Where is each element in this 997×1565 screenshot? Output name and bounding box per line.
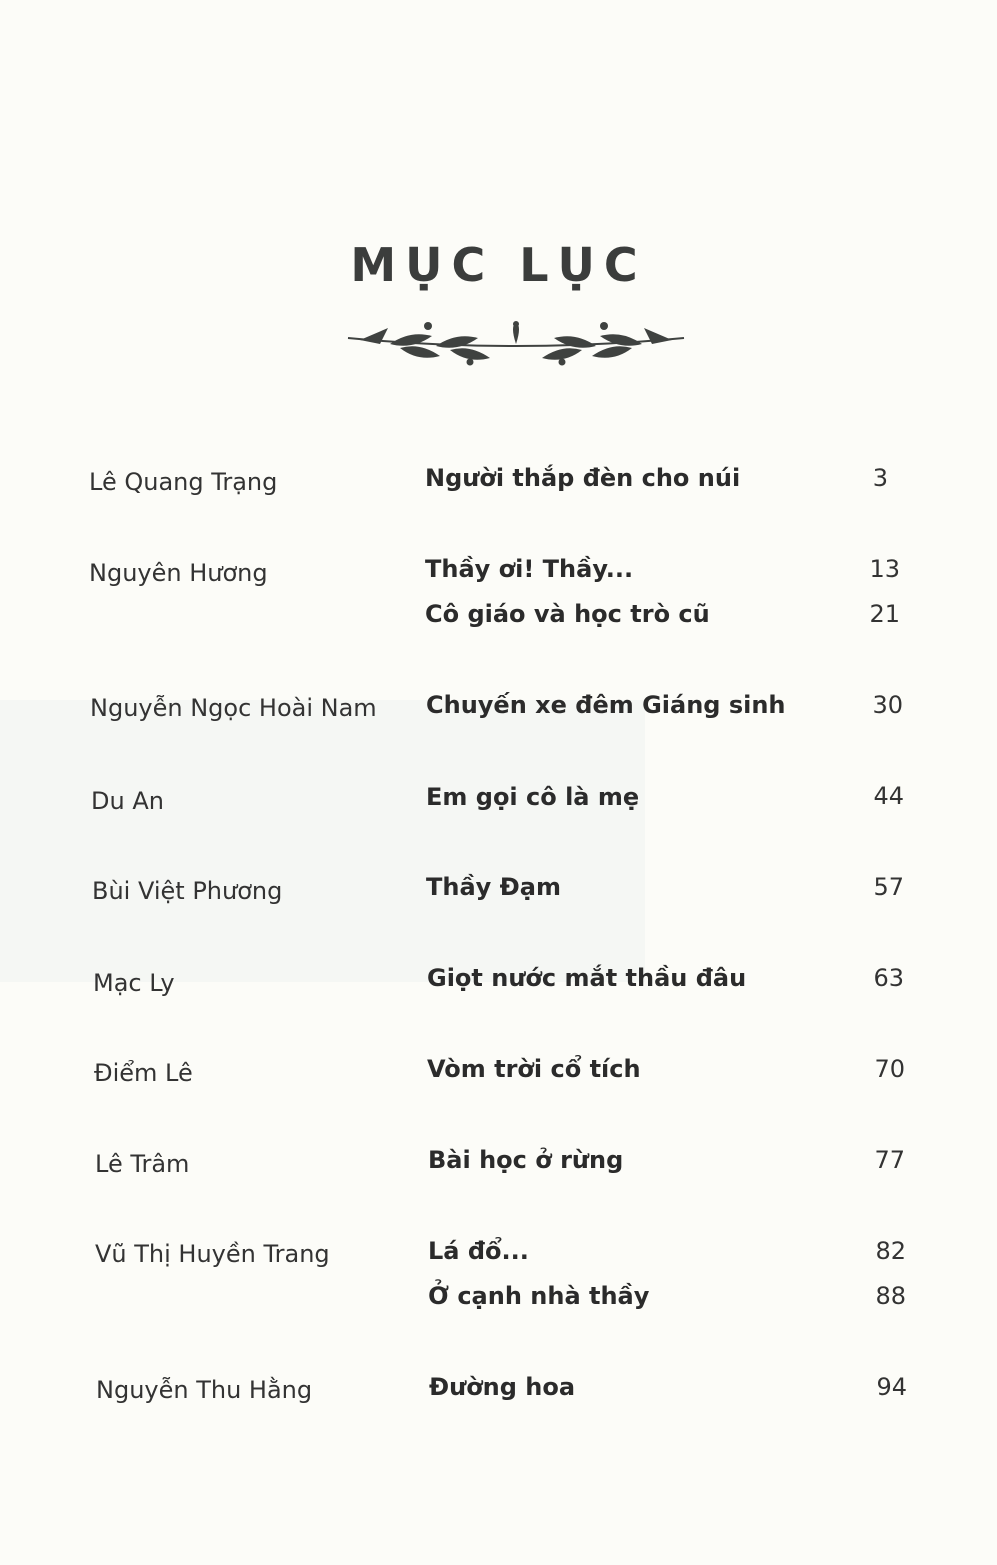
toc-page-number: 3 xyxy=(872,464,888,492)
toc-page-number: 13 xyxy=(869,555,900,583)
toc-author: Lê Quang Trạng xyxy=(89,468,278,496)
toc-author: Nguyên Hương xyxy=(89,559,268,587)
toc-story-title[interactable]: Vòm trời cổ tích xyxy=(427,1055,641,1083)
toc-author: Mạc Ly xyxy=(93,969,175,997)
toc-author: Nguyễn Thu Hằng xyxy=(96,1376,313,1404)
toc-page-number: 21 xyxy=(869,600,900,628)
toc-story-title[interactable]: Em gọi cô là mẹ xyxy=(426,783,640,811)
toc-author: Bùi Việt Phương xyxy=(92,877,283,905)
toc-author: Điểm Lê xyxy=(94,1059,193,1087)
toc-author: Vũ Thị Huyền Trang xyxy=(95,1240,330,1268)
toc-story-title[interactable]: Thầy ơi! Thầy... xyxy=(425,555,634,583)
toc-author: Nguyễn Ngọc Hoài Nam xyxy=(90,694,377,722)
toc-story-title[interactable]: Giọt nước mắt thầu đâu xyxy=(427,964,747,992)
toc-page-number: 70 xyxy=(874,1055,905,1083)
toc-story-title[interactable]: Cô giáo và học trò cũ xyxy=(425,600,710,628)
toc-story-title[interactable]: Người thắp đèn cho núi xyxy=(425,464,741,492)
toc-page-number: 94 xyxy=(876,1373,907,1401)
toc-page-number: 57 xyxy=(873,873,904,901)
toc-story-title[interactable]: Chuyến xe đêm Giáng sinh xyxy=(426,691,786,719)
toc-page-number: 88 xyxy=(875,1282,906,1310)
toc-author: Lê Trâm xyxy=(95,1150,190,1178)
toc-page-number: 44 xyxy=(873,782,904,810)
toc-story-title[interactable]: Đường hoa xyxy=(429,1373,576,1401)
toc-page-number: 30 xyxy=(872,691,903,719)
toc-story-title[interactable]: Thầy Đạm xyxy=(426,873,561,901)
page-title: MỤC LỤC xyxy=(350,238,647,292)
toc-story-title[interactable]: Lá đổ... xyxy=(428,1237,529,1265)
toc-story-title[interactable]: Bài học ở rừng xyxy=(428,1146,624,1174)
toc-page-number: 77 xyxy=(874,1146,905,1174)
toc-author: Du An xyxy=(91,787,164,815)
toc-story-title[interactable]: Ở cạnh nhà thầy xyxy=(428,1282,650,1310)
toc-page-number: 63 xyxy=(873,964,904,992)
toc-page-number: 82 xyxy=(875,1237,906,1265)
